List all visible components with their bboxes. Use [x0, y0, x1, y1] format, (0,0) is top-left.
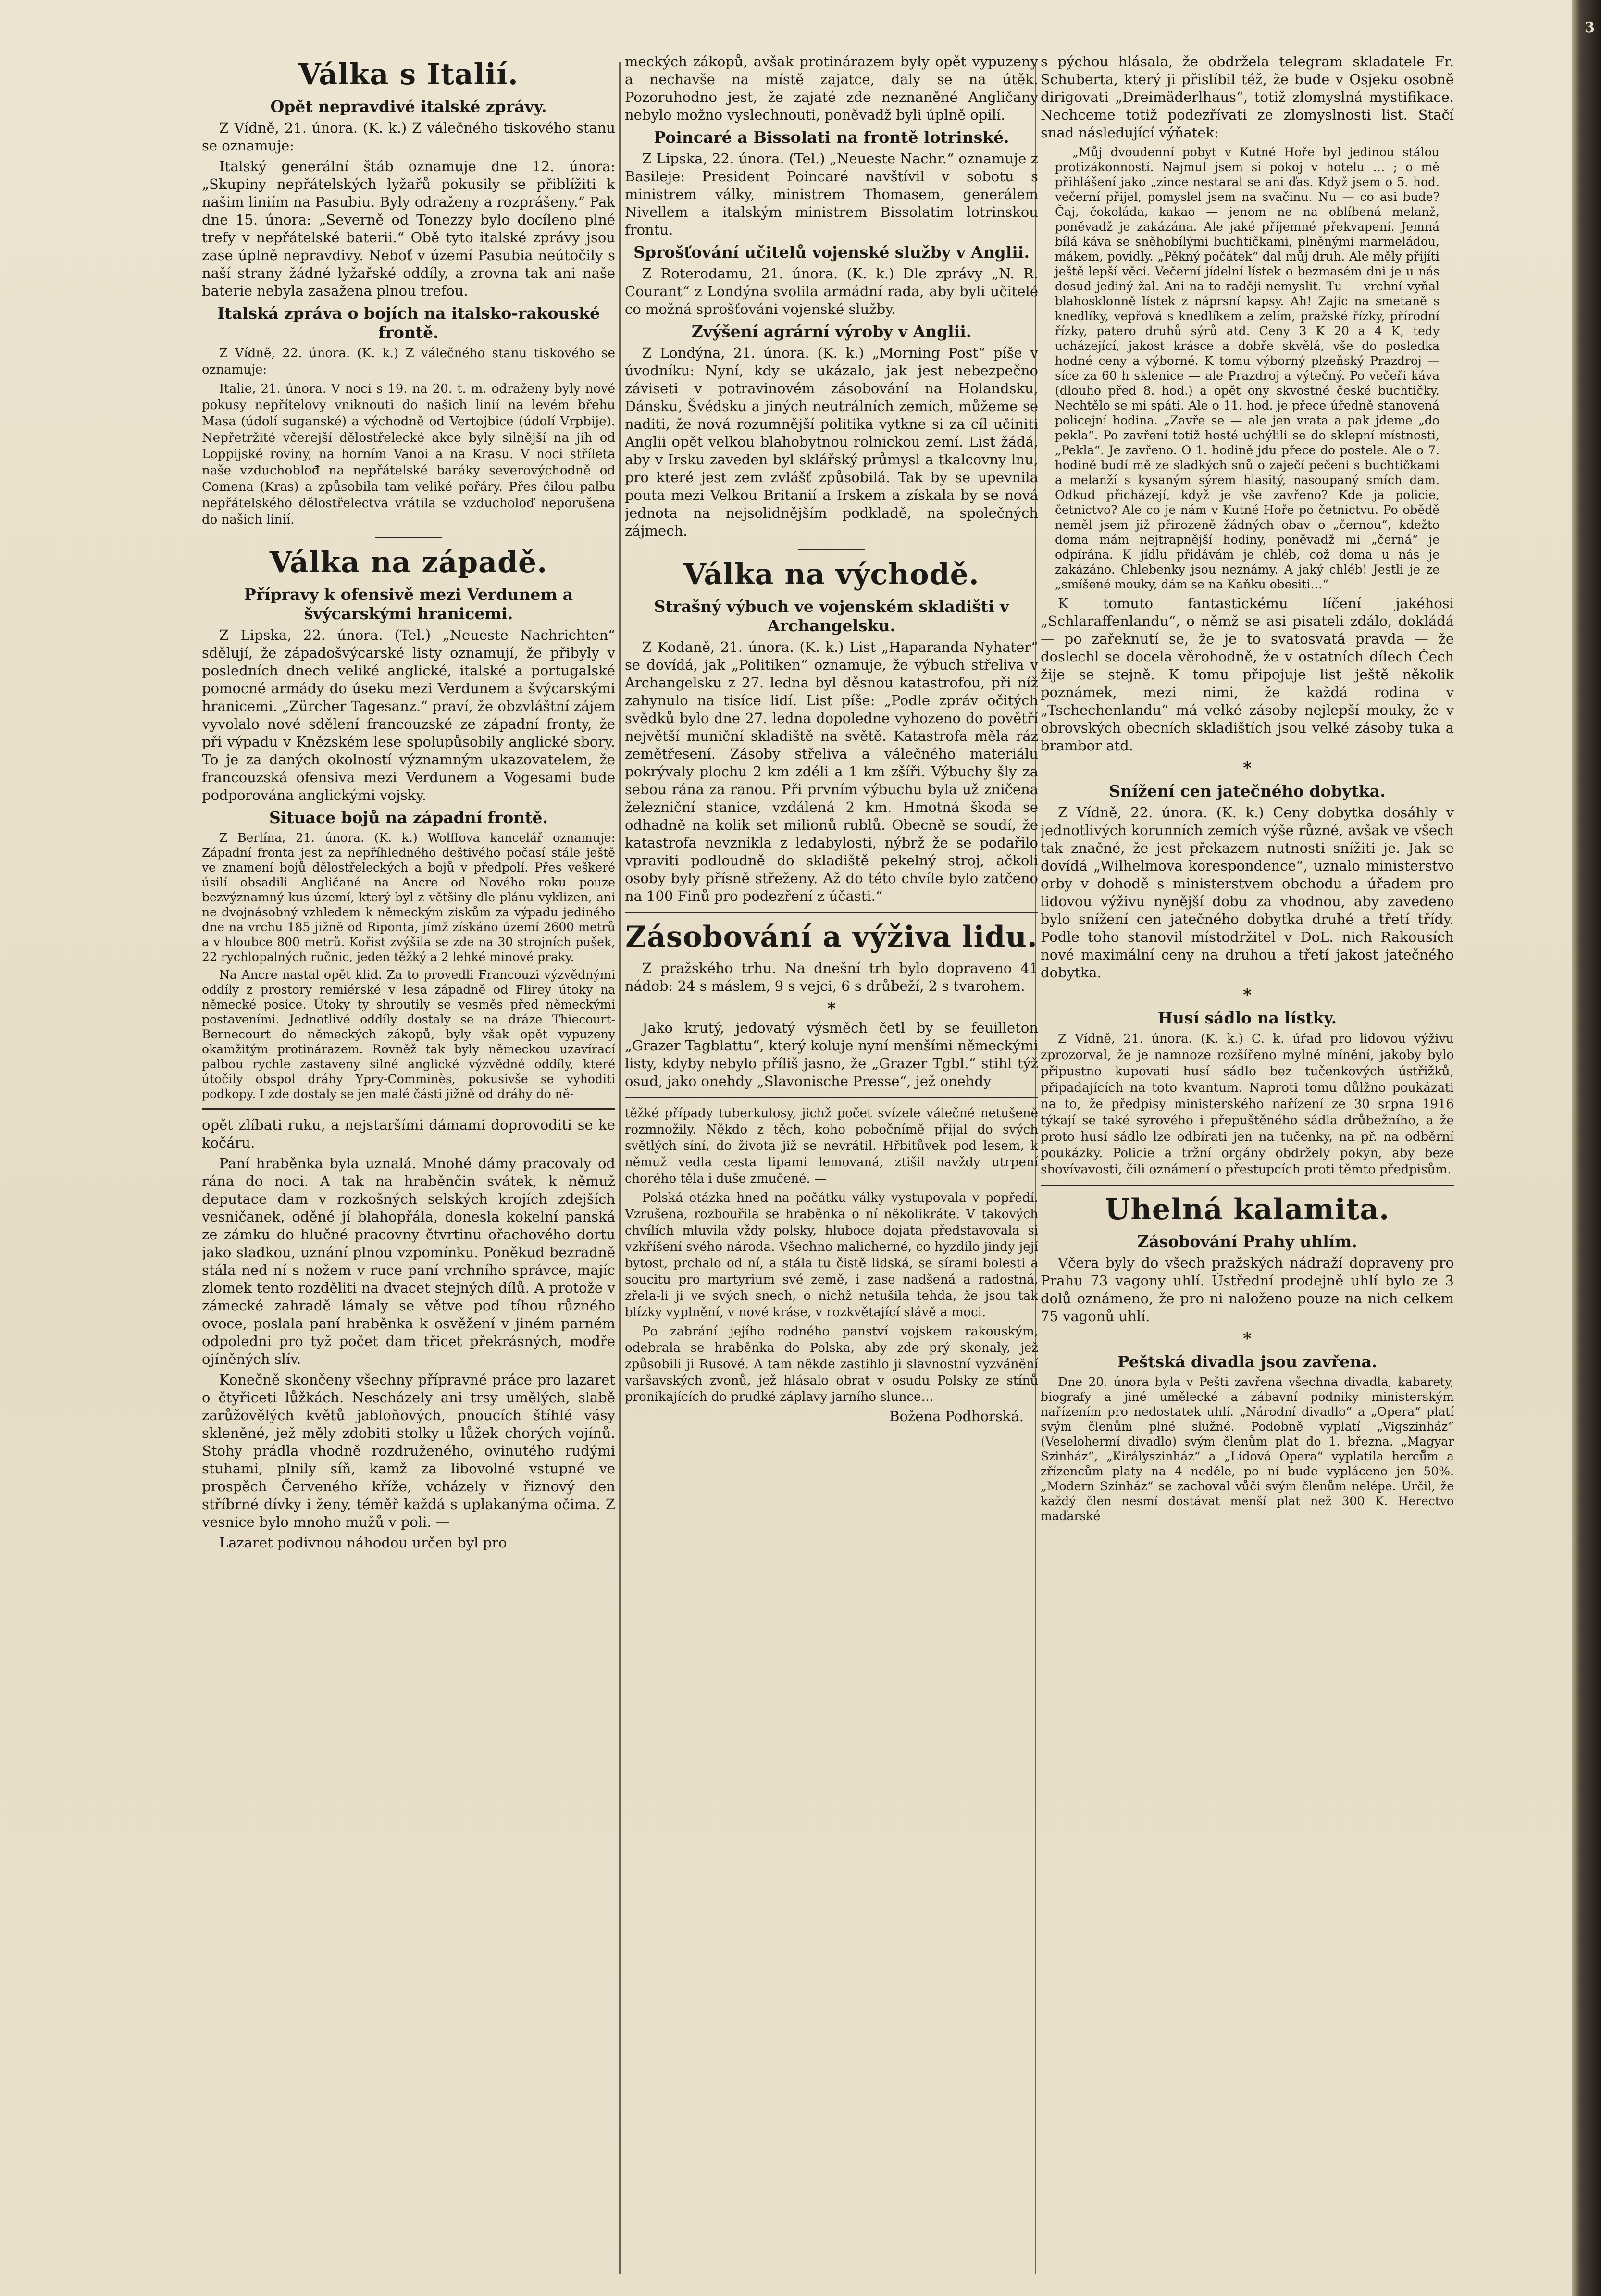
- article-paragraph: s pýchou hlásala, že obdržela telegram skladatele Fr. Schuberta, který ji přislíbil též, že bude v Osjeku osobně dirigovati „Dreimäderlhaus“, totiž zlomyslná mystifikace. Nechceme totiž podezřívati ze zlomyslnosti list. Stačí snad následující výňatek:: [1041, 53, 1454, 141]
- subhead-offensive-prep: Přípravy k ofensivě mezi Verdunem a švýcarskými hranicemi.: [244, 585, 573, 623]
- column-middle: [625, 53, 1038, 2274]
- asterisk-separator: *: [1243, 986, 1252, 1005]
- column-right: [1041, 53, 1454, 2274]
- feuilleton-paragraph: Paní hraběnka byla uznalá. Mnohé dámy pracovaly od rána do noci. A tak na hraběnčin svátek, k němuž deputace dam v rozkošných selských krojích zdejších vesničanek, oděné jí blahopřála, donesla kokelní panská ze zámku do hlučné pracovny čtvrtinu ořachového dortu jako sladkou, uznání plnou vzpomínku. Poněkud bezradně stála ned ní s nožem v ruce paní vrchního správce, majíc zlomek tento rozděliti na dvacet stejných dílů. A protože v zámecké zahradě lámaly se větve pod tíhou různého ovoce, poslala paní hraběnka k osvěžení v jiném parném odpoledni pro tyž počet dam třicet překrásných, modře ojíněných slív. —: [202, 1155, 615, 1367]
- headline-war-italy: Válka s Italií.: [298, 58, 519, 91]
- article-paragraph: Z Kodaně, 21. února. (K. k.) List „Haparanda Nyhater“ se dovídá, jak „Politiken“ oznamuje, že výbuch střeliva v Archangelsku z 27. ledna byl děsnou katastrofou, při níž zahynulo na tisíce lidí. List píše: „Podle zpráv očitých svědků bylo dne 27. ledna dopoledne vyhozeno do povětří největší muniční skladiště na světě. Katastrofa měla ráz zemětřesení. Zásoby střeliva a válečného materiálu pokrývaly plochu 2 km zdéli a 1 km zšíři. Výbuchy šly za sebou rána za ranou. Při prvním výbuchu byla už zničena železniční stanice, vzdálená 2 km. Hmotná škoda se odhadně na kolik set milionů rublů. Obecně se soudí, že katastrofa nevznikla z ledabylosti, nýbrž že se podařilo vpraviti podloudně do skladiště pekelný stroj, ačkoli osoby byly přísně střeženy. Až do této chvíle bylo zatčeno na 100 Finů pro podezření z účasti.“: [625, 639, 1038, 904]
- article-paragraph: Z Vídně, 21. února. (K. k.) Z válečného tiskového stanu se oznamuje:: [202, 120, 615, 154]
- section-divider: [625, 912, 1038, 913]
- column-left: [202, 53, 615, 2274]
- article-paragraph: Včera byly do všech pražských nádraží dopraveny pro Prahu 73 vagony uhlí. Ústřední prodejně uhlí bylo ze 3 dolů oznámeno, že pro ni naloženo pouze na nich celkem 75 vagonů uhlí.: [1041, 1255, 1454, 1324]
- article-paragraph: Jako krutý, jedovatý výsměch četl by se feuilleton „Grazer Tagblattu“, který koluje nyní menšími německými listy, kdyby nebylo příliš jasno, že „Grazer Tgbl.“ stihl týž osud, jako onehdy „Slavonische Presse“, jež onehdy: [625, 1020, 1038, 1089]
- feuilleton-paragraph: těžké případy tuberkulosy, jichž počet svízele válečné netušeně rozmnožily. Někdo z těch, koho pobočnímě přijal do svých světlých síní, do života již se nevrátil. Hřbitůvek pod lesem, k němuž vedla cesta lipami lemovaná, ztišil navždy utrpení chorého těla i duše zmučené. —: [625, 1106, 1038, 1186]
- article-paragraph: Z Berlína, 21. února. (K. k.) Wolffova kancelář oznamuje: Západní fronta jest za nepříhledného deštivého počasí stále ještě ve znamení bojů dělostřeleckých a bojů v předpolí. Přes veškeré úsilí obsadili Angličané na Ancre od Nového roku pouze bezvýznamný kus území, který byl z většiny dle plánu vyklizen, ani ne dvojnásobný vzhledem k německým ziskům za výpadu jediného dne na vrchu 185 jižně od Riponta, jímž získáno území 2600 metrů a v hloubce 800 metrů. Kořist zvýšila se zde na 30 strojních pušek, 22 rychlopalných ručnic, jeden těžký a 2 lehké minové praky.: [202, 831, 615, 964]
- asterisk-separator: *: [827, 999, 836, 1018]
- page-edge-binding: [1572, 0, 1601, 2296]
- author-signature: Božena Podhorská.: [889, 1408, 1024, 1424]
- headline-food-supply: Zásobování a výživa lidu.: [625, 920, 1038, 954]
- feuilleton-divider: [202, 1108, 615, 1110]
- feuilleton-divider: [625, 1097, 1038, 1098]
- headline-war-west: Válka na západě.: [269, 546, 548, 579]
- article-paragraph: meckých zákopů, avšak protinárazem byly opět vypuzeny a nechavše na místě zajatce, daly se na útěk. Pozoruhodno jest, že zajaté zde neznaněné Angličany nebylo možno vyslechnouti, poněvadž byli úplně opilí.: [625, 53, 1038, 123]
- headline-teachers: Sprošťování učitelů vojenské služby v Anglii.: [633, 243, 1030, 262]
- feuilleton-paragraph: Po zabrání jejího rodného panství vojskem rakouským, odebrala se hraběnka do Polska, aby zde prý skonaly, jež způsobili ji Rusové. A tam někde zastihlo ji slavnostní vyzvánění varšavských zvonů, jež hlásalo obrat v osudu Polsky ze stínů pronikajících do prudké záplavy jarního slunce…: [625, 1324, 1038, 1404]
- quoted-excerpt: [1041, 145, 1454, 592]
- headline-war-east: Válka na východě.: [683, 558, 980, 591]
- headline-poincare: Poincaré a Bissolati na frontě lotrinské.: [654, 128, 1009, 147]
- feuilleton-paragraph: Polská otázka hned na počátku války vystupovala v popředí. Vzrušena, rozbouřila se hraběnka o ní několikráte. V takových chvílích mluvila vždy polsky, hluboce dojata představovala si vzkříšení svého národa. Všechno malicherné, co hyzdilo jindy její bytost, prchalo od ní, a stála tu čistě lidská, se sírami bolesti a soucitu pro martyrium své země, i zase nadšená a radostná, zřela-li ji ve svých snech, o nichž netušila tehda, že jsou tak blízky vyplnění, v nové kráse, v rozkvětající slávě a moci.: [625, 1191, 1038, 1320]
- article-paragraph: Italie, 21. února. V noci s 19. na 20. t. m. odraženy byly nové pokusy nepřítelovy vniknouti do našich linií na levém břehu Masa (údolí suganské) a východně od Vertojbice (údolí Vrpbije). Nepřetržité včerejší dělostřelecké akce byly silnější na jih od Loppijské roviny, na horním Vanoi a na Krasu. V noci stříleta naše vzduchoblođ na nepřátelské baráky severovýchodně od Comena (Kras) a způsobila tam veliké pořáry. Přes čilou palbu nepřátelského dělostřelectva vrátila se vzducholoď neporušena do našich linií.: [202, 382, 615, 527]
- section-divider: [798, 549, 865, 550]
- subhead-explosion: Strašný výbuch ve vojenském skladišti v Archangelsku.: [654, 597, 1009, 635]
- subhead-western-front: Situace bojů na západní frontě.: [269, 808, 548, 827]
- quote-paragraph: „Můj dvoudenní pobyt v Kutné Hoře byl jedinou stálou protizákonností. Najmul jsem si pokoj v hotelu … ; o mě přihlášení jako „zince nestaral se ani ďas. Když jsem o 5. hod. večerní přijel, pomyslel jsem na svačinu. Nu — co asi bude? Čaj, čokoláda, kakao — jenom ne na oblíbená melanž, poněvadž je zakázána. Ale jaké příjemné překvapení. Jemná bílá káva se sněhobílými buchtičkami, plněnými marmeládou, mákem, povidly. „Pěkný počátek“ dal můj druh. Ale měly přijíti ještě lepší věci. Večerní jídelní lístek o bezmasém dni je u nás dosud jediný žal. Ani na to raději nemyslit. Tu — vrchní vyňal blahosklonně lístek z náprsní kapsy. Ah! Zajíc na smetaně s knedlíky, vepřová s knedlíkem a zelím, pražské řízky, přírodní řízky, patero druhů sýrů atd. Ceny 3 K 20 a 4 K, tedy ucházející, jakost krásce a dobře skvělá, vše do posledka hodné ceny a výborné. K tomu výborný plzeňský Prazdroj — síce za 60 h sklenice — ale Prazdroj a výtečný. Po večeři káva (dlouho před 8. hod.) a opět ony skvostné české buchtičky. Nechtělo se mi spáti. Ale o 11. hod. je přece úředně stanovená policejní hodina. „Zavře se — ale jen vrata a pak jdeme „do pekla“. Po zavření totiž hosté uchýlili se do sklepní místnosti, „Pekla“. Je zavřeno. O 1. hodině jdu přece do postele. Ale o 7. hodině budí mě ze sladkých snů o zaječí pečeni s buchtičkami a melanží s kysaným sýrem hlasitý, nasoupaný smích dam. Odkud přicházejí, když je vše zavřeno? Kde ja policie, četnictvo? Ale co je nám v Kutné Hoře po četnictvu. Po obědě neměl jsem již přirozeně žádných obav o „černou“, kdežto doma mám nejtrapnější hodiny, poněvadž mi „černá“ je odpírána. K jídlu přidávám je chléb, což doma u nás je zakázáno. Chlebenky jsou neznámy. A jaký chléb! Jestli je ze „smíšené mouky, dám se na Kaňku obesiti…“: [1055, 145, 1440, 591]
- feuilleton-paragraph: opět zlíbati ruku, a nejstaršími dámami doprovoditi se ke kočáru.: [202, 1117, 615, 1151]
- page-number: 3: [1585, 19, 1594, 36]
- asterisk-separator: *: [1243, 1329, 1252, 1348]
- article-paragraph: Dne 20. února byla v Pešti zavřena všechna divadla, kabarety, biografy a jiné umělecké a zábavní podniky ministerským nařízením pro nedostatek uhlí. „Národní divadlo“ a „Opera“ platí svým členům plné služné. Podobně vyplatí „Vigszinház“ (Veselohermí divadlo) svým členům plat do 1. března. „Magyar Szinház“, „Királyszinház“ a „Lidová Opera“ vyplatila herců̊m a zřízencům platy na 4 neděle, po ní bude vypláceno jen 50%. „Modern Szinház“ se zachoval vůči svým členům nelépe. Určil, že každý člen nesmí dostávat menší plat než 300 K. Herectvo maďarské: [1041, 1375, 1454, 1523]
- article-paragraph: Italský generální štáb oznamuje dne 12. února: „Skupiny nepřátelských lyžařů pokusily se přiblížiti k našim liniím na Pasubiu. Byly odraženy a rozprášeny.“ Pak dne 15. února: „Severně od Tonezzy bylo docíleno plné trefy v nepřátelské baterii.“ Obě tyto italské zprávy jsou zase úplně nepravdivy. Neboť v území Pasubia neútočily s naší strany žádné lyžařské oddíly, a zrovna tak ani naše baterie nebyla zasažena plnou trefou.: [202, 158, 615, 299]
- headline-agrarian: Zvýšení agrární výroby v Anglii.: [691, 322, 972, 341]
- article-paragraph: K tomuto fantastickému líčení jakéhosi „Schlaraffenlandu“, o němž se asi pisateli zdálo, dokládá — po zařeknutí se, že je to svatosvatá pravda — že doslechl se docela věrohodně, že v ostatních dílech Čech žije se stejně. K tomu připojuje list ještě několik poznámek, mezi nimi, že každá rodina v „Tschechenlandu“ má velké zásoby nejlepší mouky, že v obrovských obecních skladištích jsou velké zásoby tuka a brambor atd.: [1041, 595, 1454, 754]
- article-paragraph: Z Londýna, 21. února. (K. k.) „Morning Post“ píše v úvodníku: Nyní, kdy se ukázalo, jak jest nebezpečno záviseti v potravinovém zásobování na Holandsku, Dánsku, Švédsku a jiných neutrálních zemích, můžeme se naditi, že nová rozumnější politika vytkne si za cíl učiniti Anglii opět velkou blahobytnou rolnickou zemí. List žádá, aby v Irsku zaveden byl sklářský průmysl a tkalcovny lnu, pro které jest zem zvlášť způsobilá. Tak by se upevnila poutа mezi Velkou Britanií a Irskem a získala by se nová jednota na nejsolidnějším podkladě, na společných zájmech.: [625, 345, 1038, 539]
- feuilleton-paragraph: Lazaret podivnou náhodou určen byl pro: [219, 1535, 507, 1551]
- article-paragraph: Z Roterodamu, 21. února. (K. k.) Dle zprávy „N. R. Courant“ z Londýna svolila armádní rada, aby byli učitelé co možná sprošťováni vojenské služby.: [625, 265, 1038, 317]
- subhead-italian-report: Italská zpráva o bojích na italsko-rakouské frontě.: [217, 304, 600, 342]
- article-paragraph: Z Vídně, 22. února. (K. k.) Ceny dobytka dosáhly v jednotlivých korunních zemích výše různé, avšak ve všech tak značné, že jest překazem nutnosti snížiti je. Jak se dovídá „Wilhelmova korespondence“, uznalo ministerstvo orby v dohodě s ministerstvem obchodu a úřadem pro lidovou výživu nynější dobu za vhodnou, aby zavedeno bylo snížení cen jatečného dobytka druhé a třetí třídy. Podle toho stanovil místodržitel v DoL. nich Rakousích nové maximální ceny na druhou a třetí jakost jatečného dobytka.: [1041, 804, 1454, 981]
- section-divider: [375, 537, 442, 538]
- article-paragraph: Z pražského trhu. Na dnešní trh bylo dopraveno 41 nádob: 24 s máslem, 9 s vejci, 6 s drůbeží, 2 s tvarohem.: [625, 960, 1038, 994]
- asterisk-separator: *: [1243, 759, 1252, 778]
- headline-coal: Uhelná kalamita.: [1105, 1193, 1390, 1226]
- subhead-coal-supply: Zásobování Prahy uhlím.: [1137, 1232, 1357, 1251]
- article-paragraph: Na Ancre nastal opět klid. Za to provedli Francouzi výzvědnými oddíly z prostory remiérské v lesa západně od Flirey útoky na německé posice. Útoky ty shroutily se vesměs před německými postaveními. Jednotlivé oddíly dostaly se na dráze Thiecourt-Bernecourt do německých zákopů, byly však opět vypuzeny okamžitým protinárazem. Rovněž tak byly německou uzavírací palbou rychle zastaveny silné anglické výzvědné oddíly, které útočily obspol dráhy Ypry-Comminès, pokusivše se vyhoditi podkopy. I zde dostaly se jen malé části jižně od dráhy do ně-: [202, 968, 615, 1101]
- column-rule: [619, 62, 621, 2274]
- headline-goose-fat: Husí sádlo na lístky.: [1157, 1009, 1337, 1027]
- article-paragraph: Z Vídně, 21. února. (K. k.) C. k. úřad pro lidovou výživu zprozorval, že je namnoze rozšířeno mylné mínění, jakoby bylo připustno kupovati husí sádlo bez tučenkových ústřižků, připadajících na toto kvantum. Naproti tomu důlžno poukázati na to, že předpisy ministerského nařízení ze 30 srpna 1916 týkají se také syrového i přepuštěného sádla drůbežního, a že proto husí sádlo lze odbírati jen na tučenky, na př. na odběrní poukázky. Policie a tržní orgány obdržely pokyn, aby beze shovívavosti, čili oznámení o přestupcích proti těmto předpisům.: [1041, 1032, 1454, 1177]
- feuilleton-paragraph: Konečně skončeny všechny přípravné práce pro lazaret o čtyřiceti lůžkách. Nescházely ani trsy umělých, slabě zarůžovělých květů jabloňových, pnoucích štíhlé vásy skleněné, jež měly zdobiti stolky u lůžek chorých vojínů. Stohy prádla vhodně rozdruženého, ovinutého rudými stuhami, plnily síň, kamž za libovolné vstupné ve prospěch Červeného kříže, vcházely v řiznový den stříbrné dívky i ženy, téměř každá s uplakanýma očima. Z vesnice bylo mnoho mužů v poli. —: [202, 1372, 615, 1530]
- headline-meat-prices: Snížení cen jatečného dobytka.: [1109, 782, 1386, 800]
- headline-theatres: Peštská divadla jsou zavřena.: [1117, 1352, 1378, 1371]
- section-divider: [1041, 1185, 1454, 1186]
- article-paragraph: Z Lipska, 22. února. (Tel.) „Neueste Nachr.“ oznamuje z Basileje: President Poincaré navštívil v sobotu s ministrem války, ministrem Thomasem, generálem Nivellem a italským ministrem Bissolatim lotrinskou frontu.: [625, 150, 1038, 238]
- article-paragraph: Z Lipska, 22. února. (Tel.) „Neueste Nachrichten“ sdělují, že západošvýcarské listy oznamují, že přibyly v posledních dnech veliké anglické, italské a portugalské pomocné armády do úseku mezi Verdunem a švýcarskými hranicemi. „Zürcher Tagesanz.“ praví, že obzvláštní zájem vyvolalo nové sdělení francouzské ze západní fronty, že při výpadu v Knězském lese spolupůsobily anglické sbory. To je za daných okolností významným ukazovatelem, že francouzská ofensiva mezi Verdunem a Vogesami bude podporována anglickými vojsky.: [202, 627, 615, 803]
- article-paragraph: Z Vídně, 22. února. (K. k.) Z válečného stanu tiskového se oznamuje:: [202, 346, 615, 377]
- subhead-false-reports: Opět nepravdivé italské zprávy.: [270, 97, 547, 116]
